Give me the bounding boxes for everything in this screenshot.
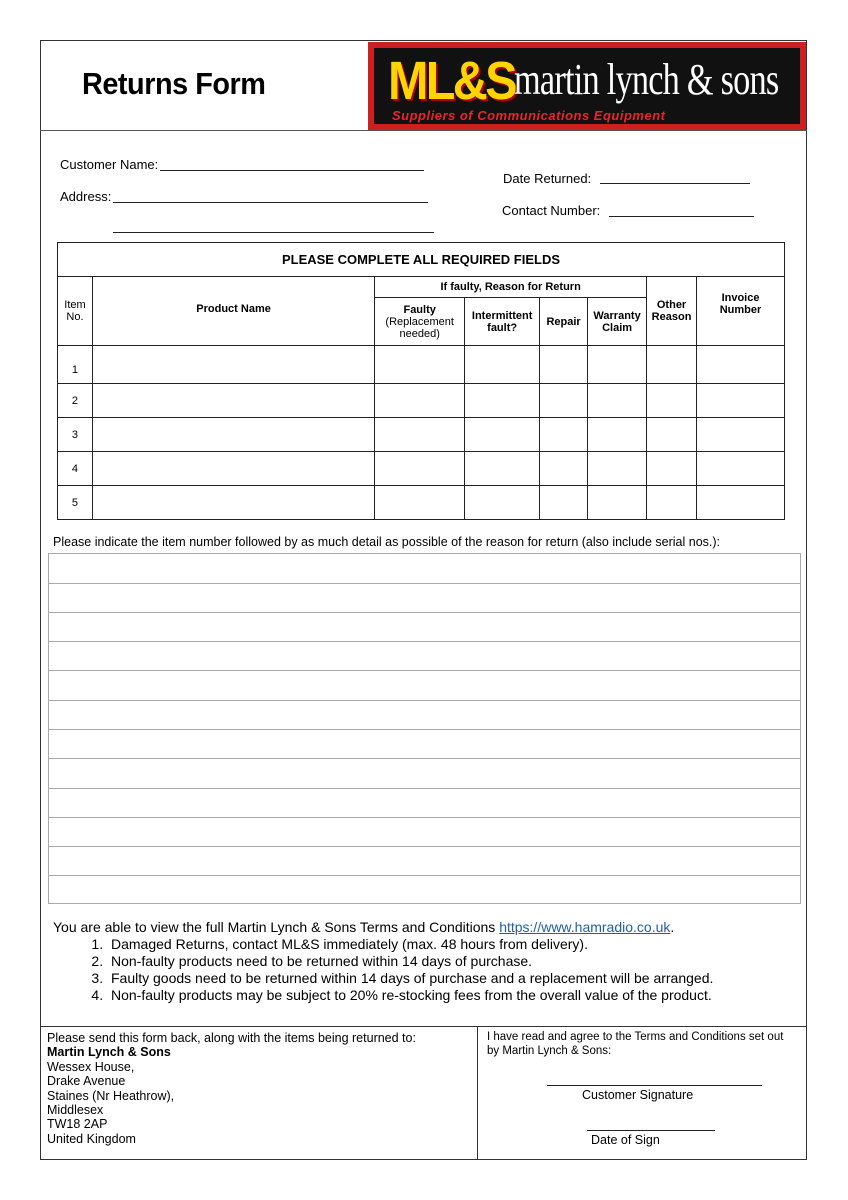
required-fields-banner: PLEASE COMPLETE ALL REQUIRED FIELDS [58, 243, 785, 277]
intermittent-cell[interactable] [465, 452, 540, 486]
address-line: TW18 2AP [47, 1117, 108, 1132]
table-row [58, 384, 785, 418]
send-intro: Please send this form back, along with the items being returned to: [47, 1031, 416, 1045]
faulty-cell[interactable] [375, 384, 465, 418]
intermittent-cell[interactable] [465, 346, 540, 384]
invoice-number-cell[interactable] [697, 486, 785, 520]
header-invoice-number: Invoice Number [697, 277, 785, 346]
product-name-cell[interactable] [92, 486, 374, 520]
ruled-line [49, 641, 800, 642]
header-divider [40, 130, 807, 131]
table-row [58, 452, 785, 486]
other-reason-cell[interactable] [647, 486, 697, 520]
company-name: Martin Lynch & Sons [47, 1045, 171, 1060]
table-row [58, 418, 785, 452]
customer-name-field[interactable] [160, 170, 424, 171]
ruled-line [49, 875, 800, 876]
invoice-number-cell[interactable] [697, 418, 785, 452]
terms-item: 1. Damaged Returns, contact ML&S immediately (max. 48 hours from delivery). [107, 936, 713, 953]
faulty-cell[interactable] [375, 346, 465, 384]
ruled-line [49, 729, 800, 730]
logo-mark: ML&S [388, 51, 515, 111]
table-row [58, 346, 785, 384]
reason-text-area[interactable] [48, 553, 801, 904]
repair-cell[interactable] [540, 346, 588, 384]
return-address-block [47, 1031, 416, 1146]
other-reason-cell[interactable] [647, 452, 697, 486]
address-line: Drake Avenue [47, 1074, 126, 1089]
terms-item: 4. Non-faulty products may be subject to 20% re-stocking fees from the overall value of the product. [107, 987, 713, 1004]
terms-item: 3. Faulty goods need to be returned within 14 days of purchase and a replacement will be arranged. [107, 970, 713, 987]
product-name-cell[interactable] [92, 418, 374, 452]
invoice-number-cell[interactable] [697, 452, 785, 486]
header-faulty-sublabel: (Replacement needed) [385, 315, 454, 340]
other-reason-cell[interactable] [647, 346, 697, 384]
repair-cell[interactable] [540, 384, 588, 418]
header-product-name: Product Name [92, 277, 374, 346]
header-other-reason: Other Reason [647, 277, 697, 346]
item-number: 5 [58, 486, 93, 520]
warranty-cell[interactable] [588, 452, 647, 486]
address-field-line-1[interactable] [113, 202, 428, 203]
address-field-line-2[interactable] [113, 232, 434, 233]
item-number: 2 [58, 384, 93, 418]
item-number: 1 [58, 346, 93, 384]
terms-period: . [670, 919, 675, 935]
bottom-divider [477, 1026, 478, 1160]
logo-company-name: martin lynch & sons [514, 55, 779, 104]
table-row [58, 486, 785, 520]
faulty-cell[interactable] [375, 418, 465, 452]
faulty-cell[interactable] [375, 452, 465, 486]
contact-number-label: Contact Number: [502, 203, 601, 218]
ruled-line [49, 846, 800, 847]
address-line: Wessex House, [47, 1059, 135, 1074]
invoice-number-cell[interactable] [697, 346, 785, 384]
item-number: 4 [58, 452, 93, 486]
address-line: Middlesex [47, 1103, 104, 1118]
customer-signature-field[interactable] [547, 1085, 762, 1086]
warranty-cell[interactable] [588, 384, 647, 418]
item-number: 3 [58, 418, 93, 452]
terms-list [53, 936, 713, 1004]
terms-intro-line [53, 919, 713, 936]
terms-link[interactable]: https://www.hamradio.co.uk [499, 919, 671, 935]
product-name-cell[interactable] [92, 346, 374, 384]
ruled-line [49, 817, 800, 818]
date-returned-label: Date Returned: [503, 171, 592, 186]
logo-background [374, 48, 800, 124]
date-returned-field[interactable] [600, 183, 750, 184]
agreement-text: I have read and agree to the Terms and Conditions set out by Martin Lynch & Sons: [487, 1031, 784, 1057]
date-of-sign-field[interactable] [587, 1130, 715, 1131]
header-intermittent: Intermittent fault? [465, 298, 540, 346]
customer-name-label: Customer Name: [60, 157, 159, 172]
address-line: Staines (Nr Heathrow), [47, 1088, 175, 1103]
repair-cell[interactable] [540, 418, 588, 452]
contact-number-field[interactable] [609, 216, 754, 217]
ruled-line [49, 788, 800, 789]
ruled-line [49, 758, 800, 759]
intermittent-cell[interactable] [465, 384, 540, 418]
terms-section [53, 919, 713, 1004]
company-logo [368, 42, 806, 130]
reason-instruction: Please indicate the item number followed by as much detail as possible of the reason for return (also include serial nos.): [53, 535, 721, 549]
repair-cell[interactable] [540, 452, 588, 486]
page-title: Returns Form [82, 66, 266, 101]
returns-items-table [57, 242, 785, 520]
terms-intro: You are able to view the full Martin Lynch & Sons Terms and Conditions [53, 919, 496, 935]
customer-signature-label: Customer Signature [582, 1088, 694, 1102]
product-name-cell[interactable] [92, 452, 374, 486]
product-name-cell[interactable] [92, 384, 374, 418]
header-repair: Repair [540, 298, 588, 346]
terms-item: 2. Non-faulty products need to be returned within 14 days of purchase. [107, 953, 713, 970]
warranty-cell[interactable] [588, 346, 647, 384]
header-warranty-claim: Warranty Claim [588, 298, 647, 346]
ruled-line [49, 612, 800, 613]
intermittent-cell[interactable] [465, 486, 540, 520]
address-label: Address: [60, 189, 112, 204]
intermittent-cell[interactable] [465, 418, 540, 452]
ruled-line [49, 700, 800, 701]
other-reason-cell[interactable] [647, 384, 697, 418]
repair-cell[interactable] [540, 486, 588, 520]
date-of-sign-label: Date of Sign [591, 1133, 660, 1147]
faulty-cell[interactable] [375, 486, 465, 520]
header-faulty-label: Faulty [403, 303, 436, 316]
address-line: United Kingdom [47, 1131, 136, 1146]
other-reason-cell[interactable] [647, 418, 697, 452]
ruled-line [49, 670, 800, 671]
invoice-number-cell[interactable] [697, 384, 785, 418]
logo-tagline: Suppliers of Communications Equipment [392, 108, 666, 123]
header-fault-reason-group: If faulty, Reason for Return [375, 277, 647, 298]
header-item-no: Item No. [58, 277, 93, 346]
ruled-line [49, 583, 800, 584]
warranty-cell[interactable] [588, 486, 647, 520]
warranty-cell[interactable] [588, 418, 647, 452]
header-faulty [375, 298, 465, 346]
